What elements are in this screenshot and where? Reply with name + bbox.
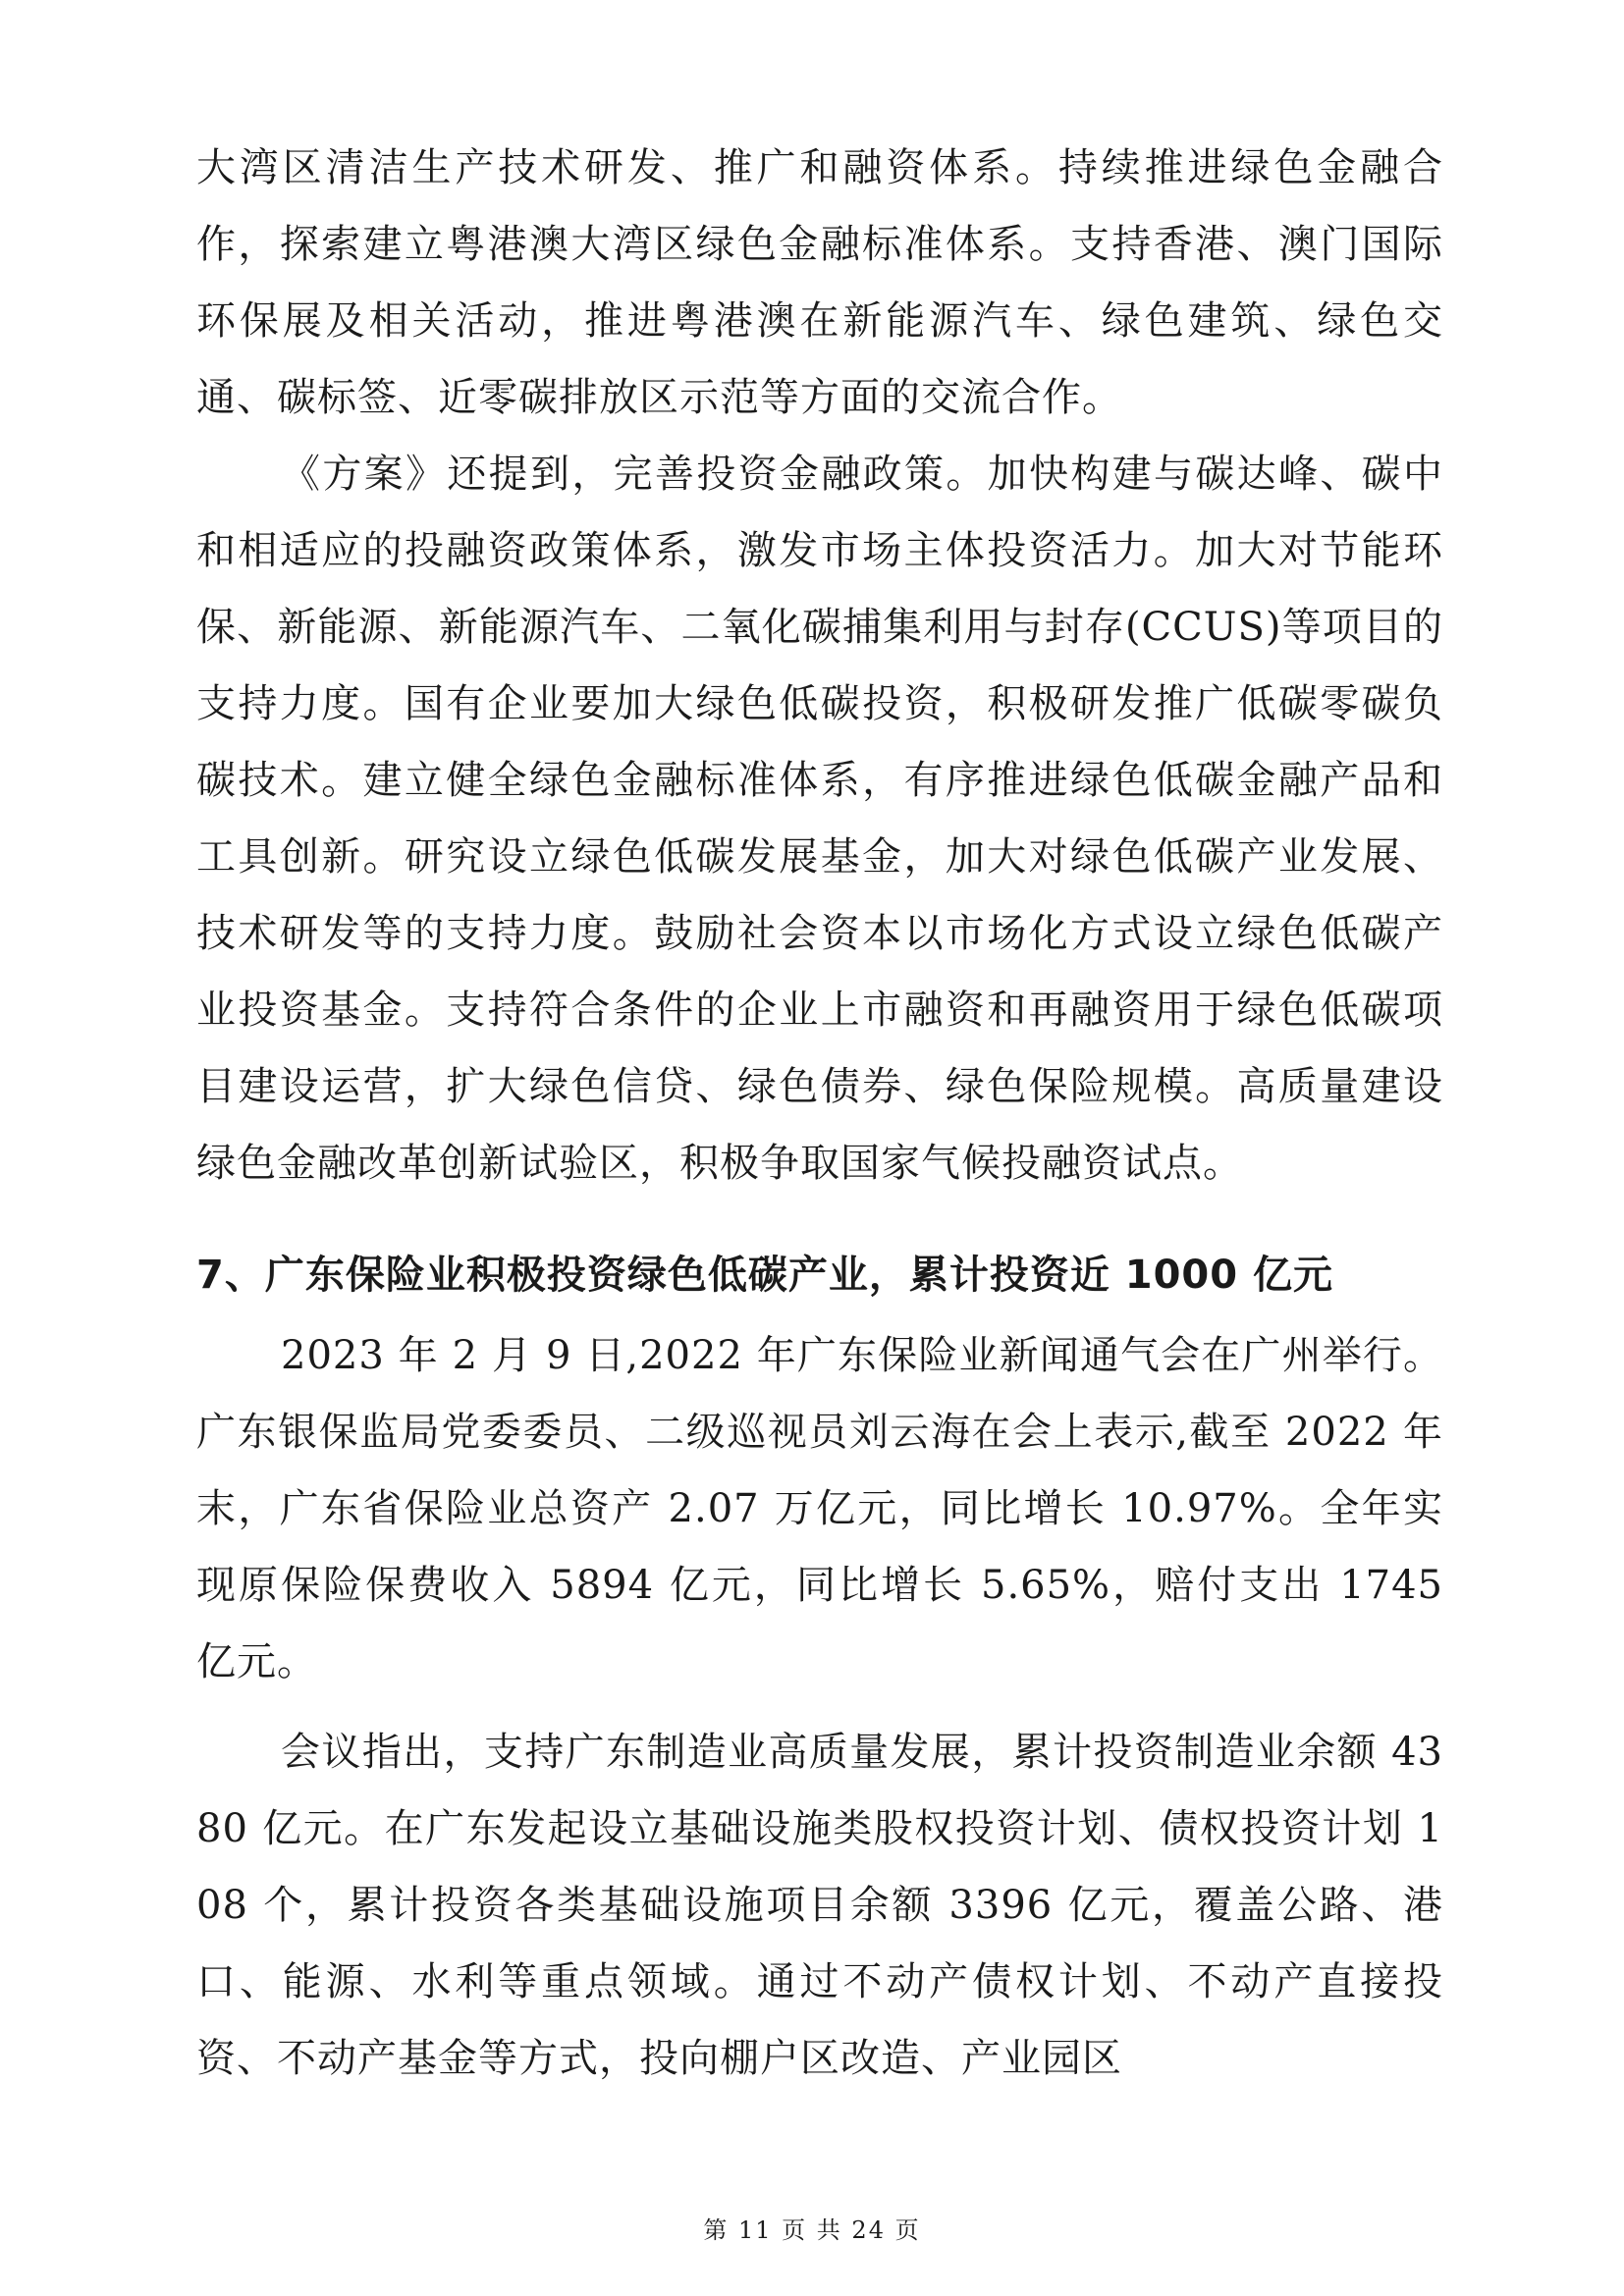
page-number-footer: 第 11 页 共 24 页 xyxy=(703,2216,921,2244)
document-body xyxy=(196,130,1443,2097)
paragraph-investment-policy: 《方案》还提到，完善投资金融政策。加快构建与碳达峰、碳中和相适应的投融资政策体系，激发市场主体投资活力。加大对节能环保、新能源、新能源汽车、二氧化碳捕集利用与封存(CCUS)等项目的支持力度。国有企业要加大绿色低碳投资，积极研发推广低碳零碳负碳技术。建立健全绿色金融标准体系，有序推进绿色低碳金融产品和工具创新。研究设立绿色低碳发展基金，加大对绿色低碳产业发展、技术研发等的支持力度。鼓励社会资本以市场化方式设立绿色低碳产业投资基金。支持符合条件的企业上市融资和再融资用于绿色低碳项目建设运营，扩大绿色信贷、绿色债券、绿色保险规模。高质量建设绿色金融改革创新试验区，积极争取国家气候投融资试点。 xyxy=(196,452,1443,1186)
paragraph-meeting-notes: 会议指出，支持广东制造业高质量发展，累计投资制造业余额 4380 亿元。在广东发起设立基础设施类股权投资计划、债权投资计划 108 个，累计投资各类基础设施项目余额 3396 亿元，覆盖公路、港口、能源、水利等重点领域。通过不动产债权计划、不动产直接投资、不动产基金等方式，投向棚户区改造、产业园区 xyxy=(196,1730,1443,2081)
section-heading: 7、广东保险业积极投资绿色低碳产业，累计投资近 1000 亿元 xyxy=(196,1253,1334,1298)
paragraph-continued: 大湾区清洁生产技术研发、推广和融资体系。持续推进绿色金融合作，探索建立粤港澳大湾区绿色金融标准体系。支持香港、澳门国际环保展及相关活动，推进粤港澳在新能源汽车、绿色建筑、绿色交通、碳标签、近零碳排放区示范等方面的交流合作。 xyxy=(196,145,1443,420)
paragraph-insurance-stats: 2023 年 2 月 9 日,2022 年广东保险业新闻通气会在广州举行。广东银保监局党委委员、二级巡视员刘云海在会上表示,截至 2022 年末，广东省保险业总资产 2.07 万亿元，同比增长 10.97%。全年实现原保险保费收入 5894 亿元，同比增长 5.65%，赔付支出 1745 亿元。 xyxy=(196,1333,1443,1684)
